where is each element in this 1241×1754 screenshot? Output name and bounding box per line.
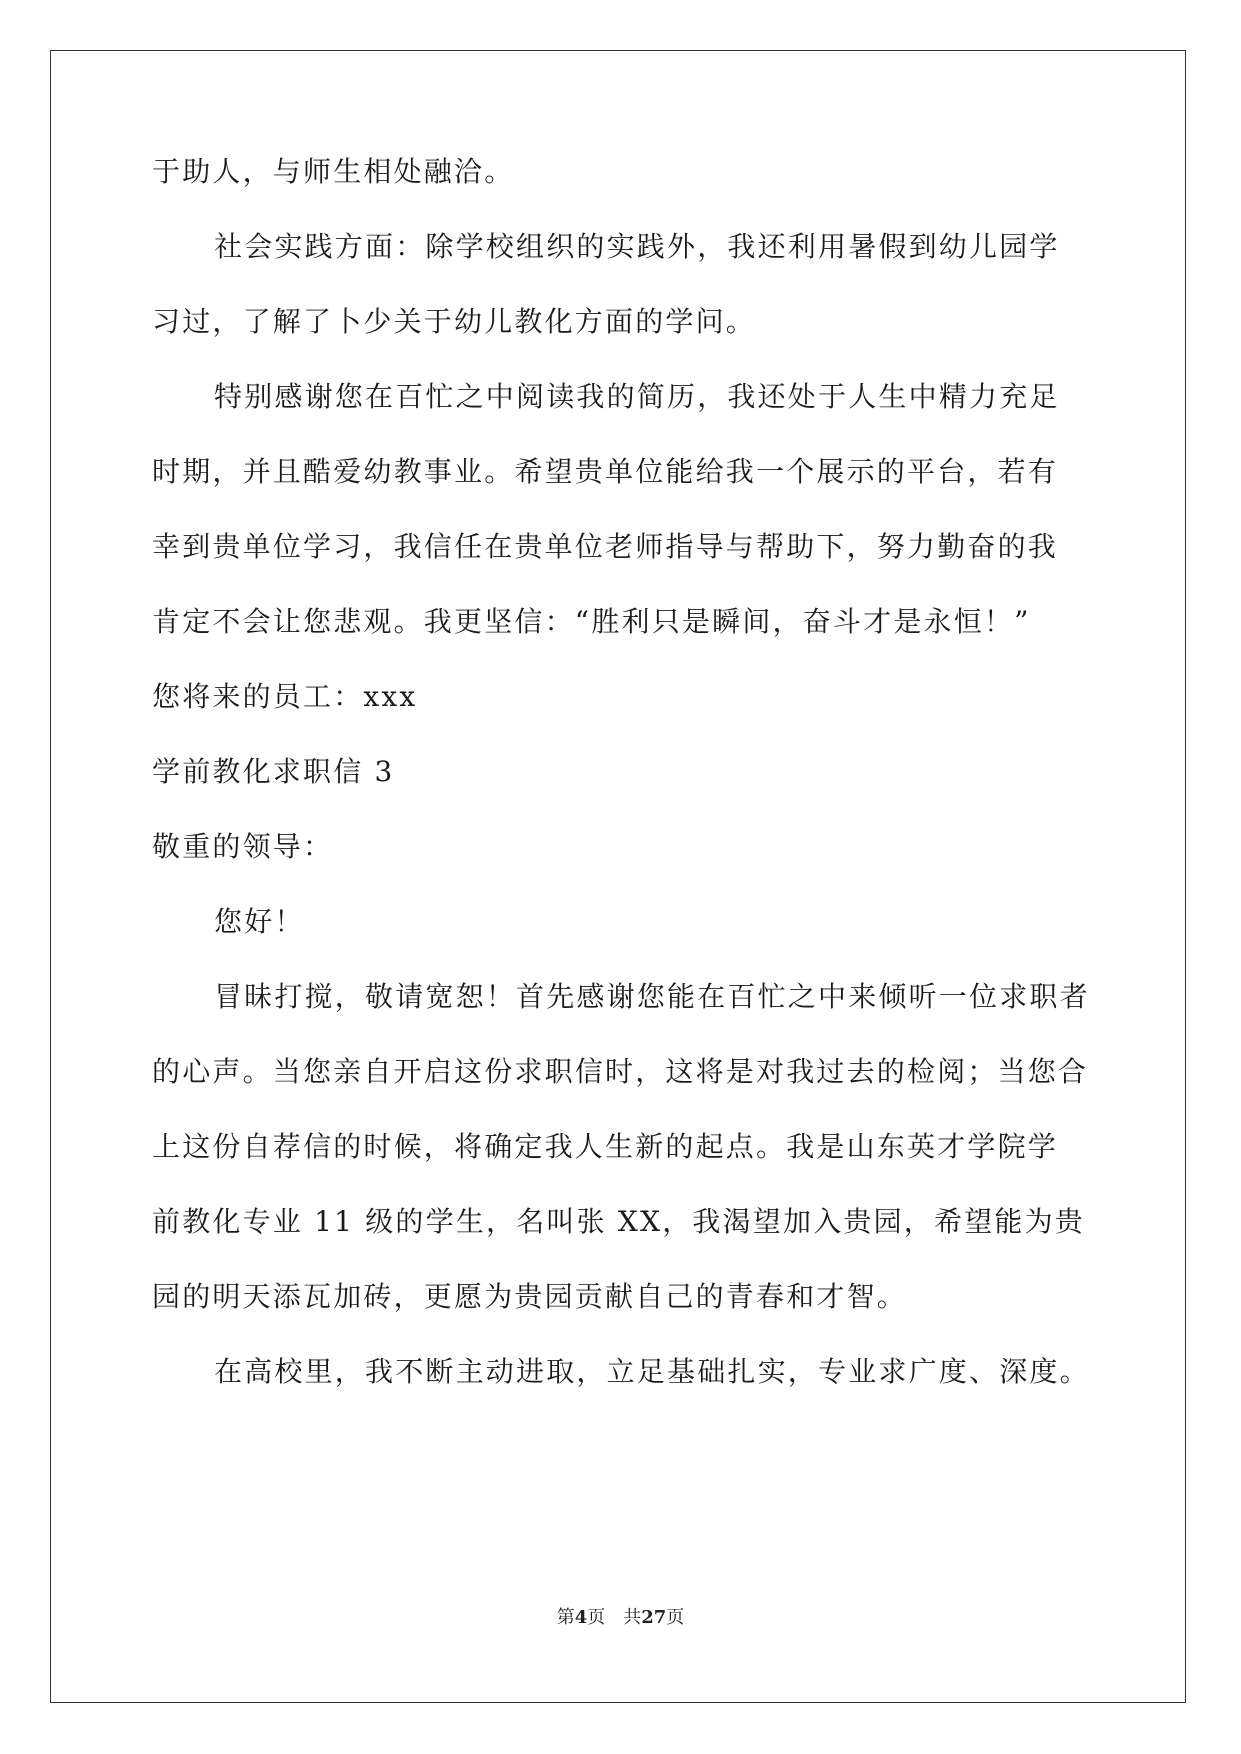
text-line-14: 上这份自荐信的时候，将确定我人生新的起点。我是山东英才学院学 xyxy=(152,1130,1059,1163)
text-line-6: 幸到贵单位学习，我信任在贵单位老师指导与帮助下，努力勤奋的我 xyxy=(152,530,1059,563)
section-title: 学前教化求职信 3 xyxy=(152,755,395,788)
text-line-5: 时期，并且酷爱幼教事业。希望贵单位能给我一个展示的平台，若有 xyxy=(152,455,1059,488)
salutation: 敬重的领导： xyxy=(152,830,334,863)
page-footer xyxy=(0,1603,1241,1629)
text-line-3: 习过，了解了卜少关于幼儿教化方面的学问。 xyxy=(152,305,757,338)
text-line-15: 前教化专业 11 级的学生，名叫张 XX，我渴望加入贵园，希望能为贵 xyxy=(152,1205,1086,1238)
text-line-8: 您将来的员工：xxx xyxy=(152,680,418,713)
footer-page-number: 4 xyxy=(574,1607,588,1628)
text-line-16: 园的明天添瓦加砖，更愿为贵园贡献自己的青春和才智。 xyxy=(152,1280,908,1313)
text-line-12: 冒昧打搅，敬请宽恕！首先感谢您能在百忙之中来倾听一位求职者 xyxy=(214,980,1090,1013)
text-line-7: 肯定不会让您悲观。我更坚信：“胜利只是瞬间，奋斗才是永恒！” xyxy=(152,605,1031,638)
page-border xyxy=(50,50,1186,1703)
greeting: 您好！ xyxy=(214,905,305,938)
text-line-1: 于助人，与师生相处融洽。 xyxy=(152,155,515,188)
footer-suffix: 页 xyxy=(666,1607,685,1628)
text-line-13: 的心声。当您亲自开启这份求职信时，这将是对我过去的检阅；当您合 xyxy=(152,1055,1089,1088)
text-line-4: 特别感谢您在百忙之中阅读我的简历，我还处于人生中精力充足 xyxy=(214,380,1060,413)
footer-prefix: 第 xyxy=(556,1607,575,1628)
text-line-17: 在高校里，我不断主动进取，立足基础扎实，专业求广度、深度。 xyxy=(214,1355,1090,1388)
footer-mid: 页 共 xyxy=(587,1607,642,1628)
text-line-2: 社会实践方面：除学校组织的实践外，我还利用暑假到幼儿园学 xyxy=(214,230,1060,263)
footer-total-pages: 27 xyxy=(641,1607,667,1628)
